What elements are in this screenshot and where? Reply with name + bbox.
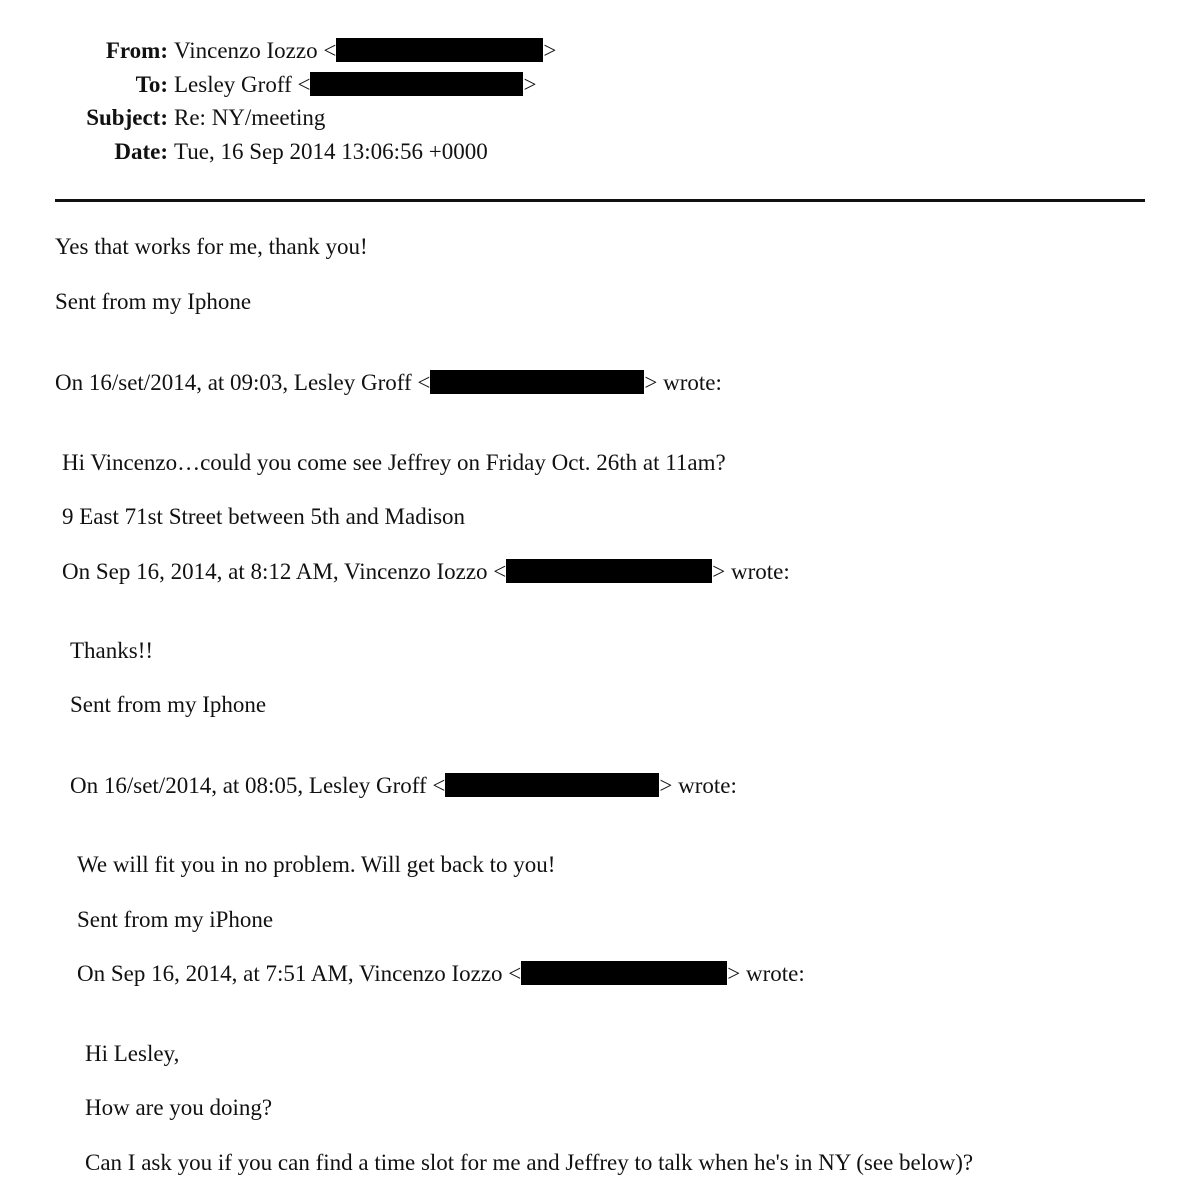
redaction-box (506, 559, 712, 583)
quote4-line2: Can I ask you if you can find a time slot for me and Jeffrey to talk when he's in NY (see below)? (85, 1150, 974, 1175)
quote1-attribution (55, 369, 722, 397)
to-name: Lesley Groff (174, 72, 292, 97)
quote1-attribution-post: > wrote: (644, 370, 722, 395)
from-open-bracket: < (323, 38, 337, 63)
to-open-bracket: < (297, 72, 311, 97)
redaction-box (430, 370, 644, 394)
reply-signature: Sent from my Iphone (55, 289, 252, 314)
quote3-text: We will fit you in no problem. Will get back to you! (77, 852, 556, 877)
subject-value: Re: NY/meeting (174, 105, 326, 130)
header-divider (55, 199, 1145, 202)
to-label: To: (135, 72, 168, 97)
header-to-row (0, 71, 536, 99)
quote2-signature: Sent from my Iphone (70, 692, 267, 717)
redaction-box (336, 38, 543, 62)
quote1-text: Hi Vincenzo…could you come see Jeffrey on Friday Oct. 26th at 11am? (62, 450, 726, 475)
quote3-attribution-pre: On 16/set/2014, at 08:05, Lesley Groff < (70, 773, 446, 798)
quote4-line1: How are you doing? (85, 1095, 273, 1120)
quote2-attribution-pre: On Sep 16, 2014, at 8:12 AM, Vincenzo Iozzo < (62, 559, 507, 584)
header-subject-row (0, 104, 325, 132)
to-close-bracket: > (523, 72, 537, 97)
redaction-box (310, 72, 523, 96)
redaction-box (445, 773, 659, 797)
quote2-attribution-post: > wrote: (712, 559, 790, 584)
quote2-attribution (62, 558, 790, 586)
quote4-attribution-post: > wrote: (727, 961, 805, 986)
from-value (174, 37, 556, 65)
date-label: Date: (114, 139, 168, 164)
quote1-address: 9 East 71st Street between 5th and Madison (62, 504, 466, 529)
quote3-attribution (70, 772, 737, 800)
quote4-greeting: Hi Lesley, (85, 1041, 180, 1066)
to-value (174, 71, 536, 99)
quote3-attribution-post: > wrote: (659, 773, 737, 798)
header-from-row (0, 37, 556, 65)
from-close-bracket: > (543, 38, 557, 63)
quote4-attribution-pre: On Sep 16, 2014, at 7:51 AM, Vincenzo Iozzo < (77, 961, 522, 986)
header-date-row (0, 138, 488, 166)
quote3-signature: Sent from my iPhone (77, 907, 274, 932)
reply-text: Yes that works for me, thank you! (55, 234, 368, 259)
quote2-text: Thanks!! (70, 638, 154, 663)
from-name: Vincenzo Iozzo (174, 38, 318, 63)
from-label: From: (105, 38, 168, 63)
date-value: Tue, 16 Sep 2014 13:06:56 +0000 (174, 139, 488, 164)
redaction-box (521, 961, 727, 985)
quote4-attribution (77, 960, 805, 988)
subject-label: Subject: (86, 105, 168, 130)
quote1-attribution-pre: On 16/set/2014, at 09:03, Lesley Groff < (55, 370, 431, 395)
